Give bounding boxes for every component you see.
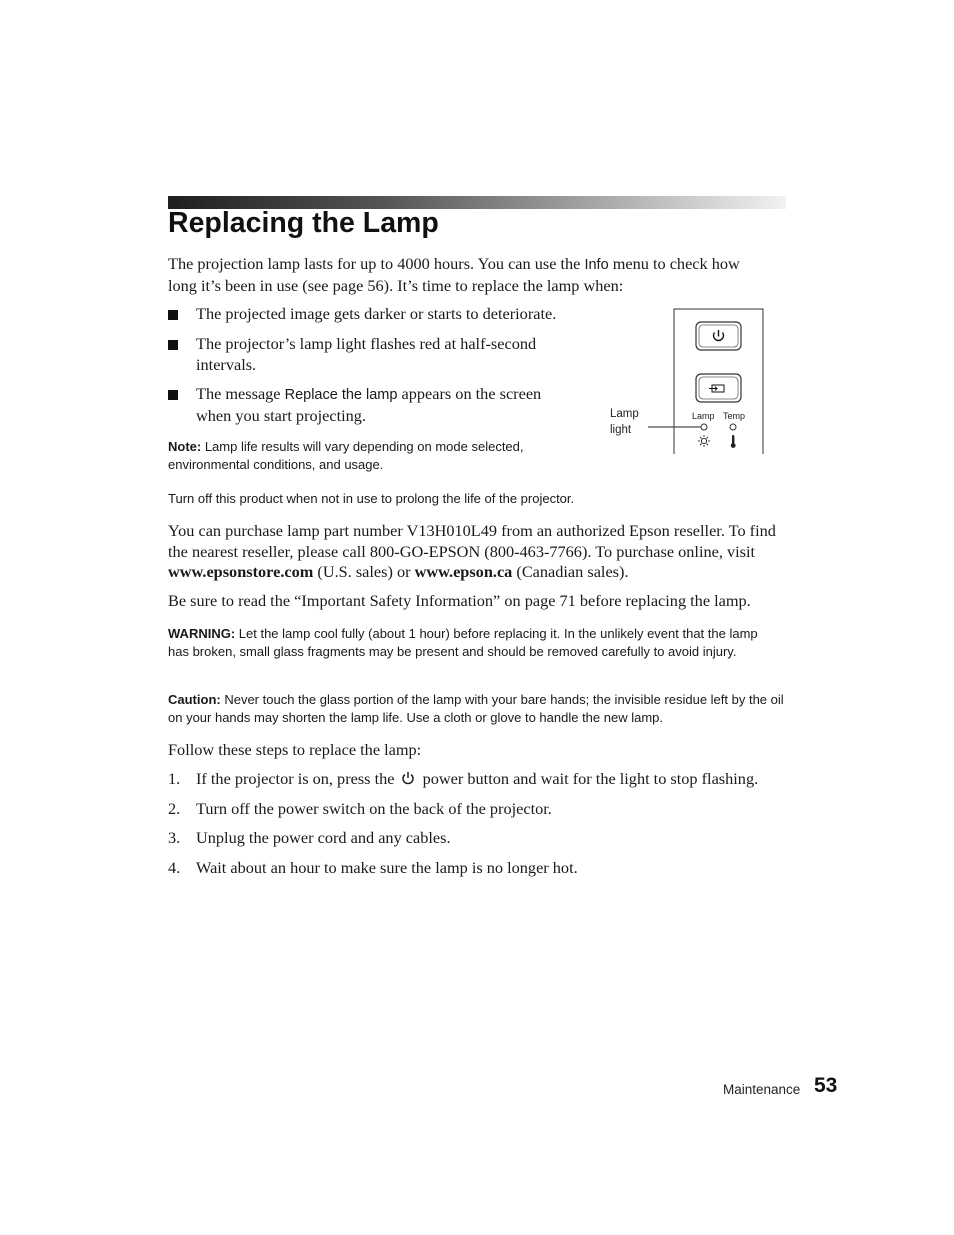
- step-text-before: If the projector is on, press the: [196, 769, 399, 788]
- purchase-text-2: (U.S. sales) or: [313, 562, 415, 581]
- bullet-square-icon: [168, 390, 178, 400]
- lamp-indicator-label: Lamp: [692, 411, 715, 421]
- intro-text-2: menu to check how long it’s been in use (see page 56). It’s time to replace the lamp when:: [168, 254, 740, 295]
- replace-lamp-message-term: Replace the lamp: [284, 387, 398, 403]
- warning-text: Let the lamp cool fully (about 1 hour) before replacing it. In the unlikely event that the lamp has broken, small glass fragments may be present and should be removed carefully to avoid injury.: [168, 626, 758, 659]
- temp-indicator-label: Temp: [723, 411, 746, 421]
- step-text: [196, 769, 758, 790]
- note-text: Lamp life results will vary depending on mode selected, environmental conditions, and usage.: [168, 439, 524, 472]
- caution-label: Caution:: [168, 692, 221, 707]
- step-text: Turn off the power switch on the back of the projector.: [196, 799, 552, 818]
- bullet-suffix: appears on the screen when you start projecting.: [196, 384, 542, 425]
- steps-intro: Follow these steps to replace the lamp:: [168, 740, 422, 759]
- epsonstore-link[interactable]: www.epsonstore.com: [168, 562, 314, 581]
- purchase-text-3: (Canadian sales).: [512, 562, 629, 581]
- warning-label: WARNING:: [168, 626, 236, 641]
- bullet-prefix: The message: [196, 384, 285, 403]
- page-title: Replacing the Lamp: [168, 207, 439, 239]
- info-menu-term: Info: [584, 257, 609, 273]
- epson-ca-link[interactable]: www.epson.ca: [414, 562, 513, 581]
- bullet-text: The projector’s lamp light flashes red at half-second intervals.: [196, 334, 537, 374]
- purchase-paragraph: [168, 521, 778, 583]
- thermometer-icon: [731, 435, 736, 448]
- step-number: 3.: [168, 828, 181, 847]
- lamp-indicator-led: [701, 424, 707, 430]
- step-number: 4.: [168, 858, 181, 877]
- lamp-indicator-icon: [698, 435, 710, 447]
- bullet-square-icon: [168, 310, 178, 320]
- step-text-after: power button and wait for the light to stop flashing.: [418, 769, 759, 788]
- bullet-text: The projected image gets darker or starts to deteriorate.: [196, 304, 557, 323]
- lamp-light-callout: [610, 406, 639, 438]
- source-button-icon: [696, 374, 741, 402]
- purchase-text-1: You can purchase lamp part number V13H010L49 from an authorized Epson reseller. To find the nearest reseller, please call 800-GO-EPSON (800-463-7766). To purchase online, visit: [168, 521, 776, 561]
- note-label: Note:: [168, 439, 202, 454]
- callout-line-2: light: [610, 424, 632, 436]
- temp-indicator-led: [730, 424, 736, 430]
- step-number: 1.: [168, 769, 181, 788]
- footer-section-label: Maintenance: [723, 1082, 801, 1097]
- caution-text: Never touch the glass portion of the lamp with your bare hands; the invisible residue left by the oil on your hands may shorten the lamp life. Use a cloth or glove to handle the new lamp.: [168, 692, 784, 725]
- intro-text-1: The projection lamp lasts for up to 4000 hours. You can use the: [168, 254, 585, 273]
- safety-reference-paragraph: Be sure to read the “Important Safety Information” on page 71 before replacing the lamp.: [168, 591, 751, 610]
- step-number: 2.: [168, 799, 181, 818]
- indicator-panel-diagram: [606, 308, 770, 456]
- step-text: Wait about an hour to make sure the lamp is no longer hot.: [196, 858, 578, 877]
- note-paragraph: [168, 438, 568, 473]
- power-button-icon: [696, 322, 741, 350]
- tip-paragraph: Turn off this product when not in use to prolong the life of the projector.: [168, 491, 575, 506]
- bullet-square-icon: [168, 340, 178, 350]
- intro-paragraph: [168, 254, 768, 296]
- caution-paragraph: [168, 691, 786, 726]
- power-icon: [401, 771, 415, 785]
- warning-paragraph: [168, 625, 780, 660]
- bullet-text: [196, 384, 574, 426]
- page-number: 53: [814, 1074, 838, 1097]
- step-text: Unplug the power cord and any cables.: [196, 828, 451, 847]
- callout-line-1: Lamp: [610, 408, 639, 420]
